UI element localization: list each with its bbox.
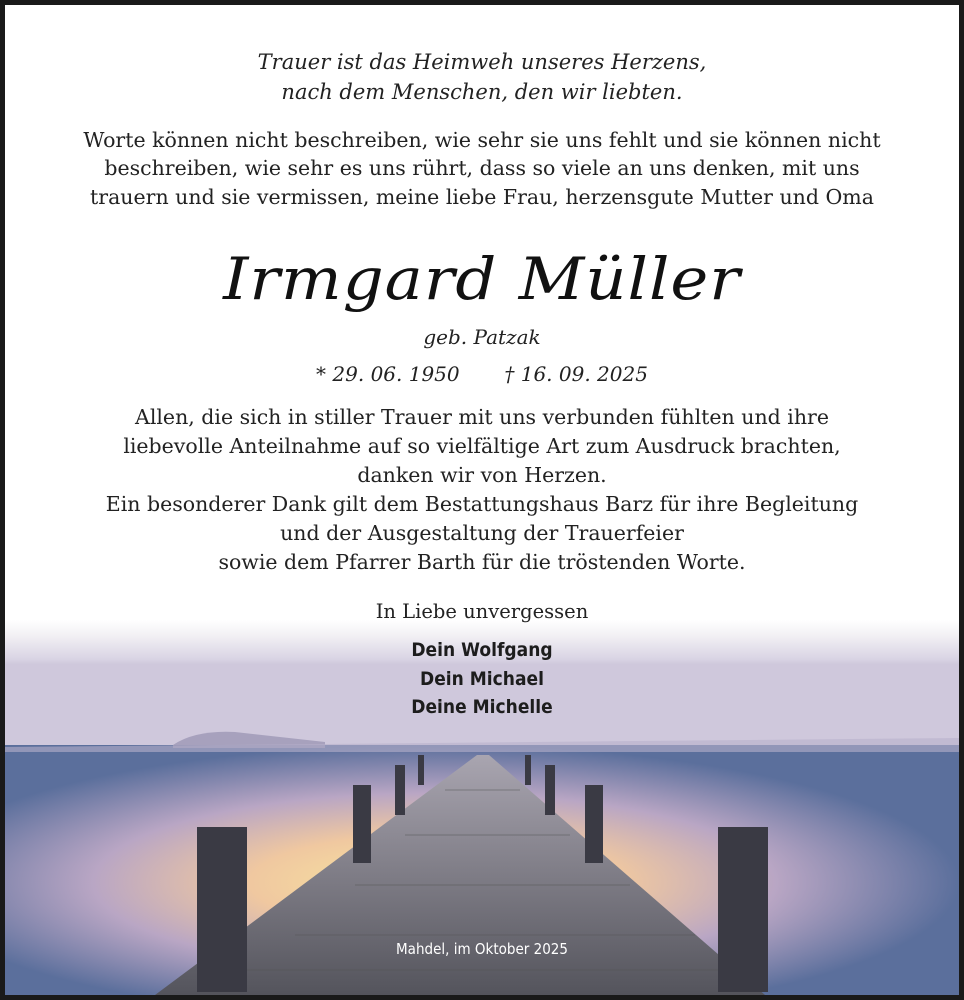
intro-line: beschreiben, wie sehr es uns rührt, dass so viele an uns denken, mit uns: [104, 156, 860, 180]
thanks-line: sowie dem Pfarrer Barth für die tröstenden Worte.: [218, 550, 746, 574]
signature: Dein Wolfgang: [411, 639, 553, 661]
quote-line: Trauer ist das Heimweh unseres Herzens,: [257, 50, 707, 74]
thanks-line: Allen, die sich in stiller Trauer mit uns verbunden fühlten und ihre: [135, 405, 829, 429]
thanks-line: danken wir von Herzen.: [357, 463, 607, 487]
thanks-line: und der Ausgestaltung der Trauerfeier: [280, 521, 684, 545]
death-date: † 16. 09. 2025: [504, 362, 648, 386]
maiden-name: geb. Patzak: [423, 325, 541, 349]
signature: Deine Michelle: [411, 696, 553, 718]
place-date-footer: Mahdel, im Oktober 2025: [396, 940, 568, 958]
life-dates: [5, 362, 959, 386]
quote-line: nach dem Menschen, den wir liebten.: [281, 80, 683, 104]
intro-line: Worte können nicht beschreiben, wie sehr sie uns fehlt und sie können nicht: [83, 128, 881, 152]
thanks-line: liebevolle Anteilnahme auf so vielfältige Art zum Ausdruck brachten,: [123, 434, 841, 458]
closing-text: In Liebe unvergessen: [375, 600, 589, 623]
intro-line: trauern und sie vermissen, meine liebe Frau, herzensgute Mutter und Oma: [90, 185, 874, 209]
birth-date: * 29. 06. 1950: [316, 362, 460, 386]
obituary-notice: [5, 5, 959, 995]
deceased-name: Irmgard Müller: [223, 246, 741, 314]
signature: Dein Michael: [420, 668, 544, 690]
thanks-line: Ein besonderer Dank gilt dem Bestattungshaus Barz für ihre Begleitung: [105, 492, 859, 516]
